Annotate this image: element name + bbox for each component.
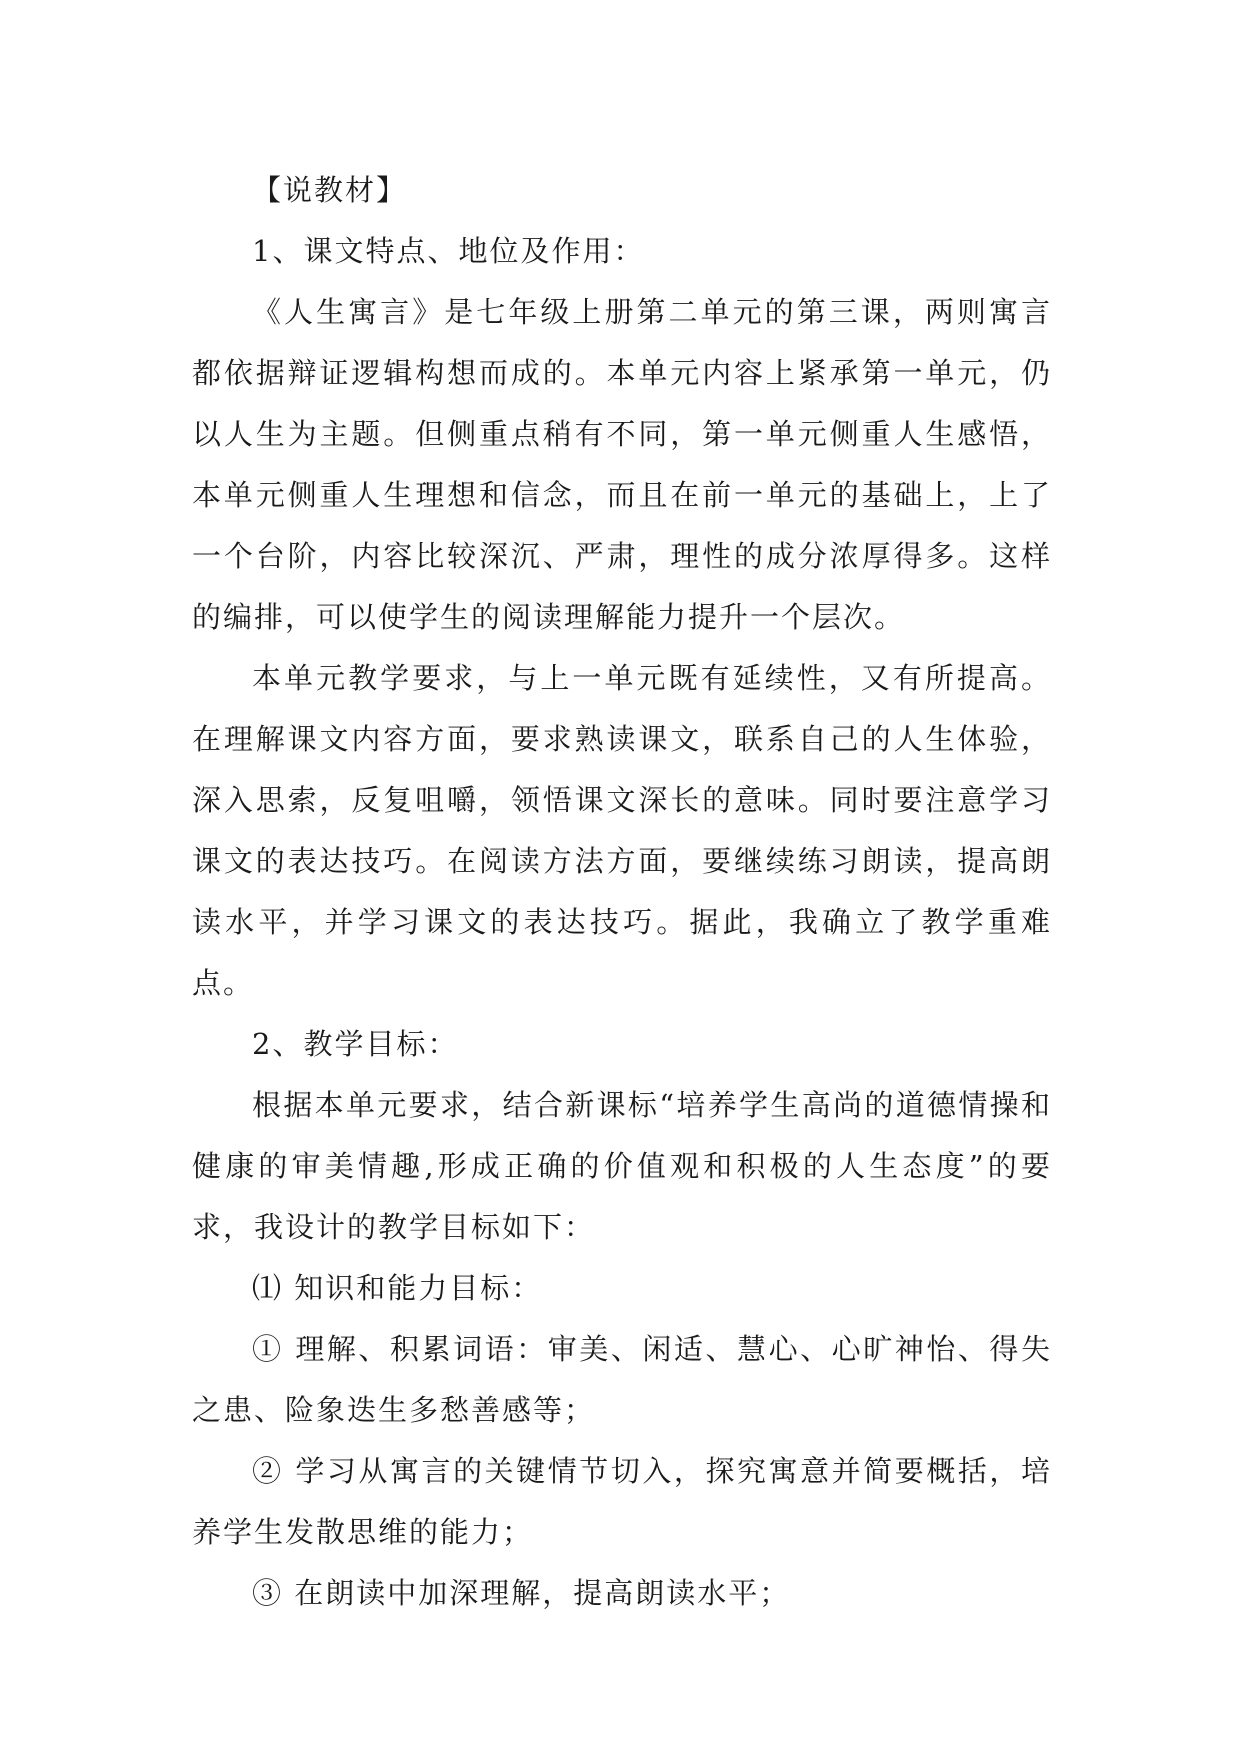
paragraph-1: 《人生寓言》是七年级上册第二单元的第三课，两则寓言都依据辩证逻辑构想而成的。本单元内容上紧承第一单元，仍以人生为主题。但侧重点稍有不同，第一单元侧重人生感悟，本单元侧重人生理想和信念，而且在前一单元的基础上，上了一个台阶，内容比较深沉、严肃，理性的成分浓厚得多。这样的编排，可以使学生的阅读理解能力提升一个层次。 [192, 295, 1052, 634]
subsection-heading-2: 2、教学目标： [252, 1027, 459, 1061]
document-body [192, 160, 1052, 1624]
paragraph-3: 根据本单元要求，结合新课标“培养学生高尚的道德情操和健康的审美情趣,形成正确的价值观和积极的人生态度”的要求，我设计的教学目标如下： [192, 1088, 1052, 1244]
list-item: ② 学习从寓言的关键情节切入，探究寓意并简要概括，培养学生发散思维的能力； [192, 1454, 1052, 1549]
list-item: ① 理解、积累词语：审美、闲适、慧心、心旷神怡、得失之患、险象迭生多愁善感等； [192, 1332, 1052, 1427]
subsection-heading-1: 1、课文特点、地位及作用： [252, 234, 645, 268]
section-heading: 【说教材】 [252, 173, 408, 207]
goal-heading: ⑴ 知识和能力目标： [252, 1271, 543, 1305]
paragraph-2: 本单元教学要求，与上一单元既有延续性，又有所提高。在理解课文内容方面，要求熟读课文，联系自己的人生体验，深入思索，反复咀嚼，领悟课文深长的意味。同时要注意学习课文的表达技巧。在阅读方法方面，要继续练习朗读，提高朗读水平，并学习课文的表达技巧。据此，我确立了教学重难点。 [192, 661, 1052, 1000]
list-item: ③ 在朗读中加深理解，提高朗读水平； [252, 1576, 791, 1610]
